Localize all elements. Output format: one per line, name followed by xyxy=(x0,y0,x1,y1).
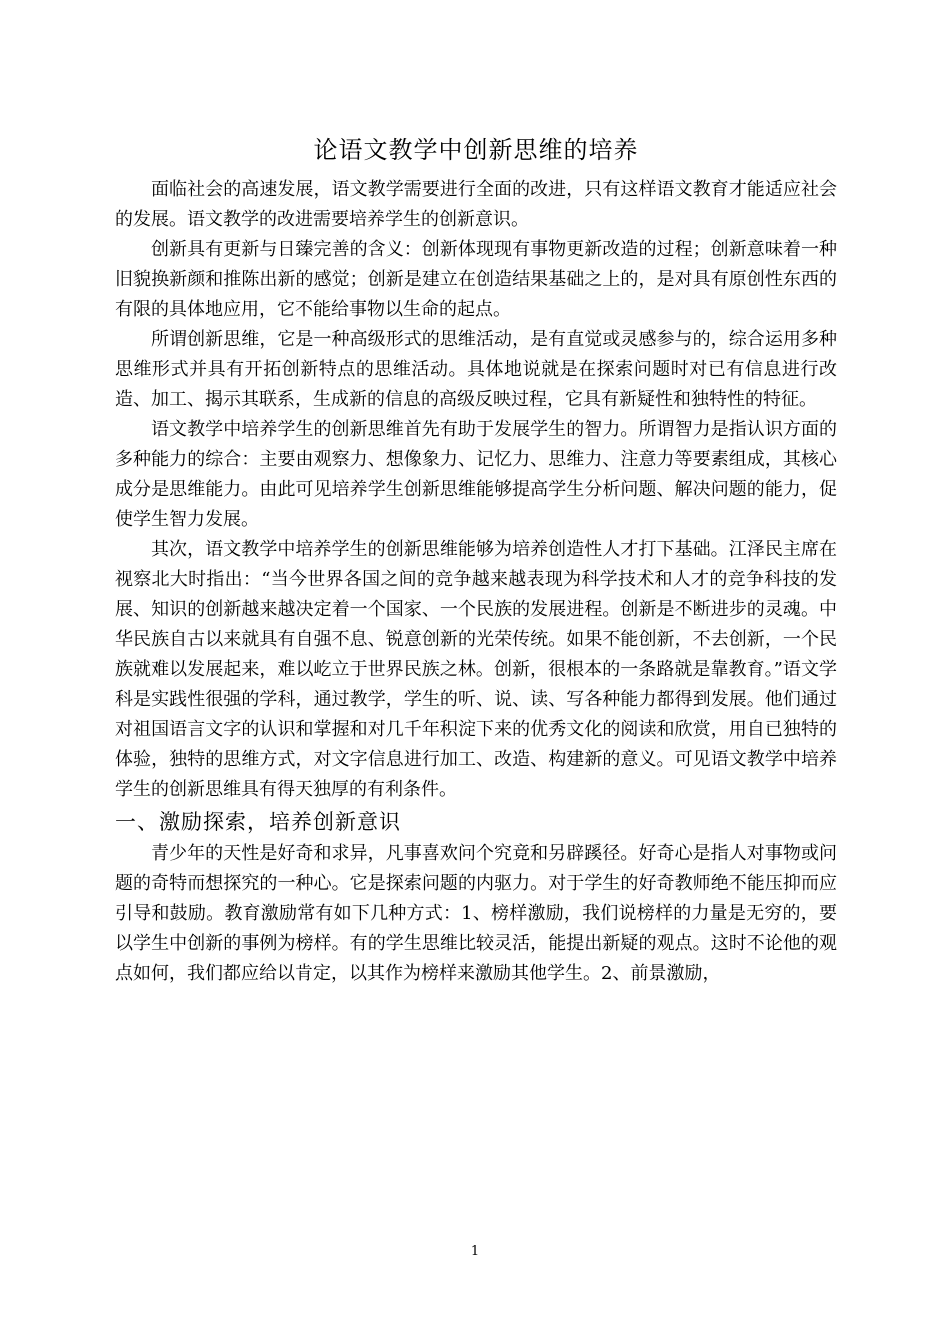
page-number: 1 xyxy=(470,1244,480,1259)
paragraph-intro: 面临社会的高速发展，语文教学需要进行全面的改进，只有这样语文教育才能适应社会的发展。语文教学的改进需要培养学生的创新意识。 xyxy=(115,179,837,230)
section-heading: 一、激励探索，培养创新意识 xyxy=(115,810,401,834)
paragraph-talent-foundation: 其次，语文教学中培养学生的创新思维能够为培养创造性人才打下基础。江泽民主席在视察北大时指出：“当今世界各国之间的竞争越来越表现为科学技术和人才的竞争科技的发展、知识的创新越来越决定着一个国家、一个民族的发展进程。创新是不断进步的灵魂。中华民族自古以来就具有自强不息、锐意创新的光荣传统。如果不能创新，不去创新，一个民族就难以发展起来，难以屹立于世界民族之林。创新，很根本的一条路就是靠教育。”语文学科是实践性很强的学科，通过教学，学生的听、说、读、写各种能力都得到发展。他们通过对祖国语言文字的认识和掌握和对几千年积淀下来的优秀文化的阅读和欣赏，用自已独特的体验，独特的思维方式，对文字信息进行加工、改造、构建新的意义。可见语文教学中培养学生的创新思维具有得天独厚的有利条件。 xyxy=(115,539,837,800)
paragraph-creative-thinking: 所谓创新思维，它是一种高级形式的思维活动，是有直觉或灵感参与的，综合运用多种思维形式并具有开拓创新特点的思维活动。具体地说就是在探索问题时对已有信息进行改造、加工、揭示其联系，生成新的信息的高级反映过程，它具有新疑性和独特性的特征。 xyxy=(115,329,837,410)
document-page xyxy=(115,125,837,989)
paragraph-intelligence: 语文教学中培养学生的创新思维首先有助于发展学生的智力。所谓智力是指认识方面的多种能力的综合：主要由观察力、想像象力、记忆力、思维力、注意力等要素组成，其核心成分是思维能力。由此可见培养学生创新思维能够提高学生分析问题、解决问题的能力，促使学生智力发展。 xyxy=(115,419,837,530)
paragraph-innovation-definition: 创新具有更新与日臻完善的含义：创新体现现有事物更新改造的过程；创新意味着一种旧貌换新颜和推陈出新的感觉；创新是建立在创造结果基础之上的，是对具有原创性东西的有限的具体地应用，它不能给事物以生命的起点。 xyxy=(115,239,837,320)
document-title: 论语文教学中创新思维的培养 xyxy=(313,136,639,164)
paragraph-curiosity: 青少年的天性是好奇和求异，凡事喜欢问个究竟和另辟蹊径。好奇心是指人对事物或问题的奇特而想探究的一种心。它是探索问题的内驱力。对于学生的好奇教师绝不能压抑而应引导和鼓励。教育激励常有如下几种方式：1、榜样激励，我们说榜样的力量是无穷的，要以学生中创新的事例为榜样。有的学生思维比较灵活，能提出新疑的观点。这时不论他的观点如何，我们都应给以肯定，以其作为榜样来激励其他学生。2、前景激励， xyxy=(115,843,837,984)
